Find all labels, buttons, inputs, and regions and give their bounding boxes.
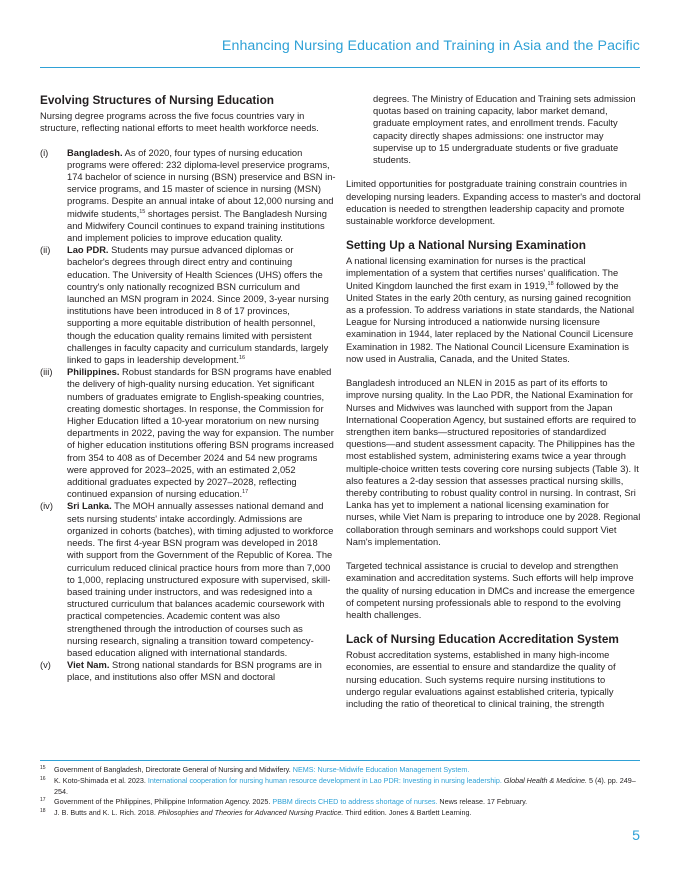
footnote-18: 18 J. B. Butts and K. L. Rich. 2018. Philosophies and Theories for Advanced Nursing Practice. Third edition. Jones & Bartlett Learning. [40,808,472,818]
list-number: (i) [40,147,49,158]
header-rule [40,67,640,68]
list-number: (v) [40,660,51,671]
country-name: Philippines. [67,367,120,378]
item-text: Strong national standards for BSN programs are in place, and institutions also offer MSN and doctoral [67,660,322,683]
postgraduate-paragraph: Limited opportunities for postgraduate training constrain countries in developing nursing leaders. Expanding access to master's and doctoral education is needed to strengthen leadership capacity and promote sustainable workforce development. [346,179,641,227]
footnote-number: 18 [40,808,46,815]
running-header: Enhancing Nursing Education and Training in Asia and the Pacific [221,38,640,54]
section-heading-accreditation: Lack of Nursing Education Accreditation System [346,632,619,647]
footnote-ref: 16 [238,355,246,362]
left-column [40,93,336,684]
footnote-link[interactable]: NEMS: Nurse-Midwife Education Management System. [292,765,470,774]
technical-assistance-paragraph: Targeted technical assistance is crucial to develop and strengthen examination and accreditation systems. Such efforts will help improve the quality of nursing education in DMCs and increase the emergence of competent nursing professionals able to respond to the evolving health challenges. [346,561,635,621]
footnote-ref: 17 [242,489,249,496]
section-heading-evolving-structures: Evolving Structures of Nursing Education [40,93,274,107]
list-number: (iv) [40,501,53,512]
country-name: Sri Lanka. [67,501,112,512]
item-text: Students may pursue advanced diplomas or bachelor's degrees through direct entry and continuing education. The University of Health Sciences (UHS) offers the country's only nationally recognized BSN curriculum and launched an MSN program in 2024. Since 2009, 3-year nursing institutions have been introduced in 8 of 17 provinces, supporting a more equitable distribution of health personnel, though the education quality remains limited with persistent challenges in faculty capacity and curriculum standards, largely linked to gaps in leadership development. [67,245,329,366]
viet-nam-continuation: degrees. The Ministry of Education and Training sets admission quotas based on training capacity, labor market demand, graduate employment rates, and enrollment trends. Faculty capacity directly shapes admissions: one instructor may supervise up to 15 undergraduate students or five graduate students. [373,94,636,166]
intro-paragraph: Nursing degree programs across the five focus countries vary in structure, reflecting national efforts to meet health workforce needs. [40,111,319,134]
section-heading-national-examination: Setting Up a National Nursing Examination [346,238,586,253]
footnote-link[interactable]: PBBM directs CHED to address shortage of nurses. [272,797,438,807]
list-item-philippines [40,366,336,500]
list-number: (iii) [40,367,53,378]
list-item-bangladesh [40,147,336,245]
item-text: As of 2020, four types of nursing education programs were offered: 232 diploma-level preservice programs, 174 bachelor of science in nursing (BSN) preservice and BSN in-service programs, and 15 master of science in nursing (MSN) programs. Despite an annual intake of about 12,000 nursing and midwife students, [67,147,336,219]
footnote-link[interactable]: International cooperation for nursing human resource development in Lao PDR: Investing in nursing leadership. [147,775,502,785]
exam-history-paragraph: A national licensing examination for nurses is the practical implementation of a system that certifies nurses' qualification. The United Kingdom launched the first exam in 1919,18 followed by the United States in the early 20th century, as nursing gained recognition as a profession. To address variations in state standards, the National League for Nursing introduced a nationwide nursing licensure examination in 1944, later replaced by the National Council Licensure Examination in 1982. The National Council Licensure Examination is now used in Australia, Canada, and the United States. [346,256,635,364]
list-item-sri-lanka [40,500,336,659]
footnote-16: 16 K. Koto-Shimada et al. 2023. International cooperation for nursing human resource development in Lao PDR: Investing in nursing leadership. Global Health & Medicine. 5 (4). pp. 249–254. [40,775,636,796]
item-text-cont: shortages persist. The Bangladesh Nursing and Midwifery Council continues to expand training institutions and implement policies to improve education quality. [67,208,327,244]
list-item-lao-pdr [40,244,336,366]
country-exams-paragraph: Bangladesh introduced an NLEN in 2015 as part of its efforts to improve nursing quality. In the Lao PDR, the National Examination for Nurses and Midwives was launched with support from the Japan International Cooperation Agency, but sustained efforts are required to strengthen item banks—structured repositories of standardized questions—and student assessment capacity. The Philippines has the most established system, administering exams twice a year through multiple-choice written tests covering core nursing subjects (Table 3). It also features a 2-day session that assesses practical nursing skills, thereby contributing to robust quality control in nursing. In contrast, Sri Lanka has yet to implement a national licensing examination for nurses, while Viet Nam is preparing to introduce one by 2028. Regional collaboration through seminars and workshops could support Viet Nam's implementation. [346,378,641,547]
footnote-15: 15 Government of Bangladesh, Directorate General of Nursing and Midwifery. NEMS: Nurse-Midwife Education Management System. [40,765,470,774]
footnote-ref: 18 [547,280,554,287]
list-item-viet-nam [40,659,336,683]
footnote-rule [40,760,640,761]
country-name: Viet Nam. [67,660,110,671]
accreditation-paragraph: Robust accreditation systems, established in many high-income economies, are essential to ensure and standardize the quality of nursing education. Such systems require nursing institutions to undergo regular evaluations against established criteria, typically including the ratio of theoretical to clinical training, the strength [346,650,616,710]
item-text: Robust standards for BSN programs have enabled the delivery of high-quality nursing education. Yet significant numbers of graduates emigrate to English-speaking countries, creating domestic shortages. In response, the Commission for Higher Education lifted a 10-year moratorium on new nursing departments in 2022, paving the way for expansion. The number of higher education institutions offering BSN programs increased from 354 to 408 as of December 2024 and 54 new programs were approved for 2023–2025, with an estimated 2,052 additional graduates expected by 2027–2028, reflecting continued expansion of nursing education. [67,367,334,500]
footnote-number: 15 [40,765,46,771]
country-name: Bangladesh. [67,147,123,158]
page-number: 5 [632,828,640,844]
list-number: (ii) [40,245,51,256]
footnote-number: 17 [40,797,46,804]
footnotes [40,765,640,819]
footnote-17: 17 Government of the Philippines, Philippine Information Agency. 2025. PBBM directs CHED to address shortage of nurses. News release. 17 February. [40,797,528,807]
footnote-number: 16 [40,775,46,782]
country-name: Lao PDR. [67,245,109,256]
footnote-ref: 15 [139,208,146,215]
right-column [346,93,642,710]
item-text: The MOH annually assesses national demand and sets nursing students' intake accordingly. Admissions are organized in cohorts (batches), with timing adjusted to workforce needs. The first 4-year BSN program was developed in 2018 with support from the Government of the Republic of Korea. The curriculum reduced clinical practice hours from more than 7,000 to 1,000, replacing unstructured exposure with supervised, skill-based training under instructors, and was redesigned into a structured curriculum that balances academic coursework with practical competencies. Academic content was also strengthened through the introduction of courses such as nursing research, signaling a transition toward competency-based education aligned with international standards. [67,501,334,658]
